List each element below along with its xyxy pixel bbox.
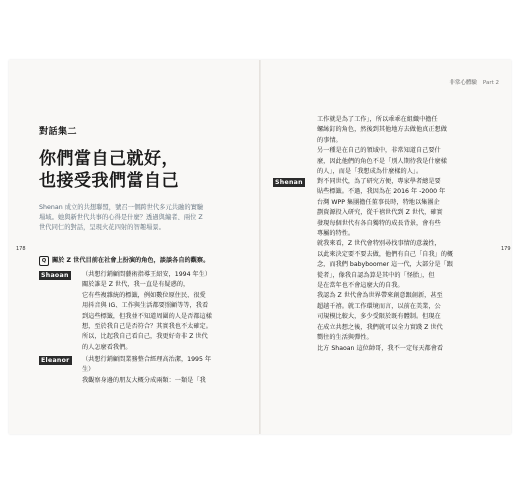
text-line: 以此來決定要不要去做，他們有自己「自我」的概 [317, 250, 454, 258]
speaker-tag-shenan: Shenan [275, 179, 303, 186]
speaker-tag-shaoan: Shaoan [41, 272, 69, 279]
text-line: 我觀察身邊的朋友大概分成兩類：一類是「我 [82, 376, 206, 384]
dialog-label: 對話集二 [39, 127, 78, 137]
chapter-title-line-2: 也接受我們當自己 [39, 171, 179, 191]
text-line: 就我來看，Z 世代會特別尋找事情的意義性， [317, 240, 441, 248]
text-line: 從者」，像我自認為算是其中的「怪胎」，但 [317, 271, 435, 279]
text-line: 對不同世代，為了研究方便，專家學者總是要 [317, 178, 441, 185]
text-line: 它有些複雜統的標籤，例如數位原住民、很愛 [82, 291, 206, 299]
text-line: 專屬的特性。 [317, 230, 355, 238]
text-line: 發現每個世代有各自獨特的成長背景，會有些 [317, 219, 441, 227]
text-line: 另一種是在自己的領域中，非常知道自己要什 [317, 147, 441, 155]
right-page-continued-text [317, 115, 503, 177]
speaker-eleanor-text [82, 355, 254, 386]
text-line: 到這些標籤，但我並不知道周圍的人是否都這樣 [82, 312, 212, 320]
text-line: 比方 Shaoan 這位帥哥，我不一定每天都會看 [317, 344, 444, 352]
text-line: 台灣 WPP 集團擔任董事長時，特地以集團企 [317, 198, 440, 206]
intro-line: 世代同仁的對話，呈現火花四射的智趣場景。 [39, 224, 165, 232]
text-line: 超越千禧。就工作環境而言，以前在美業，公 [317, 302, 441, 310]
running-head [369, 78, 499, 86]
running-head-title: 非常心體驗 [449, 80, 477, 86]
text-line: 所以，比起我自己看自己，我更好奇非 Z 世代 [82, 333, 208, 341]
running-head-part: Part 2 [482, 80, 499, 86]
text-line: 我認為 Z 世代會為世界帶來創意跟創新，甚至 [317, 292, 443, 300]
text-line: （共想行銷顧問業務整合經理高治潔，1995 年 [82, 356, 212, 363]
text-line: 嚮往的生活與彈性。 [317, 334, 373, 342]
text-line: 生） [82, 366, 95, 374]
text-line: 的事情。 [317, 136, 342, 144]
text-line: （共想行銷顧問藝術指導王紹安，1994 年生） [82, 271, 212, 278]
text-line: 貼些標籤。不過，我因為在 2016 年 -2000 年 [317, 188, 446, 196]
text-line: 想，至於我自己是否符合？其實我也不太確定。 [82, 323, 212, 331]
text-line: 工作就是為了工作」，所以乖乖在組織中擔任 [317, 116, 438, 123]
chapter-title [39, 148, 249, 192]
book-gutter [259, 60, 261, 434]
text-line: 麼，因此他們的角色不是「別人期待我是什麼樣 [317, 157, 447, 165]
intro-paragraph [39, 203, 251, 234]
text-line: 司規模比較大，多少受限於既有體制。但現在 [317, 313, 441, 321]
text-line: 劃資源投入研究，從千禧世代到 Z 世代，確實 [317, 209, 443, 217]
text-line: 在成立共想之後，我們就可以全力實踐 Z 世代 [317, 323, 443, 331]
left-page-number: 178 [16, 246, 26, 252]
book-spread [9, 60, 511, 434]
speaker-tag-eleanor: Eleanor [41, 357, 70, 364]
speaker-shaoan-text [82, 270, 254, 353]
text-line: 的人」，而是「我想成為什麼樣的人」。 [317, 168, 423, 176]
text-line: 關於誰是 Z 世代，我一直是有疑惑的， [82, 281, 190, 289]
text-line: 是在當年也不會這麼大的自我。 [317, 282, 404, 290]
right-page-number: 179 [501, 246, 511, 252]
text-line: 螺絲釘的角色，然後到其他地方去做他真正想做 [317, 126, 447, 134]
intro-line: 場域。她與新世代共事的心得是什麼？透過與編者、兩位 Z [39, 214, 203, 222]
text-line: 的人怎麼看我們。 [82, 343, 132, 351]
text-line: 用抖音與 IG、工作與生活都要照顧等等，我看 [82, 302, 209, 310]
question-text: 關於 Z 世代目前在社會上扮演的角色，談談各自的觀察。 [52, 257, 210, 264]
question [39, 256, 253, 266]
chapter-title-line-1: 你們當自己就好， [39, 149, 179, 169]
speaker-shenan-text [317, 177, 503, 354]
question-mark-icon: Q [39, 256, 49, 266]
text-line: 念，而我們 babyboomer 這一代，大部分是「跟 [317, 261, 453, 269]
intro-line: Shenan 成立的共想聯盟，號召一個跨世代多元共融的實驗 [39, 204, 204, 211]
